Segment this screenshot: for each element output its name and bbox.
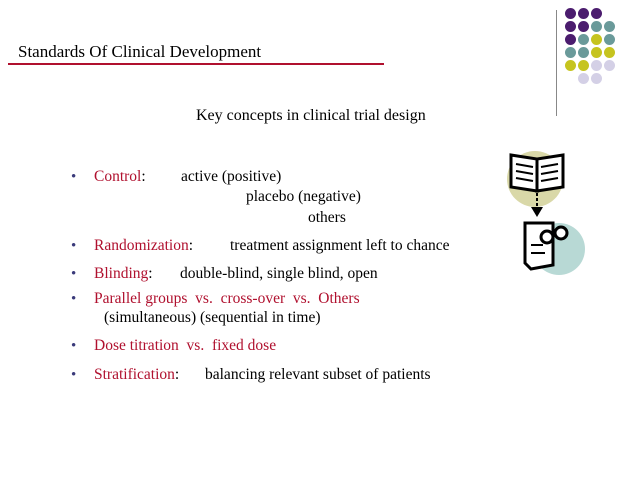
item-term: Control [94, 168, 142, 185]
decorative-dot [578, 73, 589, 84]
decorative-dot [591, 34, 602, 45]
bullet-icon: • [71, 266, 77, 282]
item-term: Stratification [94, 366, 175, 383]
divider-line [556, 10, 557, 116]
title-underline [8, 63, 384, 65]
list-item-dose-titration: Dose titration vs. fixed dose [94, 337, 277, 354]
decorative-dot [604, 60, 615, 71]
decorative-dot [578, 21, 589, 32]
list-item-stratification [94, 366, 179, 384]
book-to-document-icon [503, 145, 593, 285]
item-desc: double-blind, single blind, open [180, 265, 378, 282]
bullet-icon: • [71, 367, 77, 383]
list-item-randomization [94, 237, 193, 255]
slide-title: Standards Of Clinical Development [18, 42, 262, 61]
decorative-dot [604, 34, 615, 45]
control-placebo: placebo (negative) [246, 188, 361, 205]
decorative-dot [591, 8, 602, 19]
decorative-dot [565, 8, 576, 19]
item-term: Randomization [94, 237, 189, 254]
item-desc: treatment assignment left to chance [230, 237, 450, 254]
item-sep: : [141, 168, 146, 185]
decorative-dot [578, 34, 589, 45]
decorative-dot [578, 60, 589, 71]
decorative-dot [591, 60, 602, 71]
item-sep: : [148, 265, 153, 282]
decorative-dot [604, 21, 615, 32]
slide-subtitle: Key concepts in clinical trial design [196, 107, 426, 124]
decorative-dot [591, 21, 602, 32]
item-sep: : [188, 237, 194, 254]
decorative-dot [565, 60, 576, 71]
item-term: Blinding [94, 265, 149, 282]
decorative-dot [565, 21, 576, 32]
decorative-dot [591, 47, 602, 58]
decorative-dot [604, 47, 615, 58]
decorative-dot [578, 47, 589, 58]
list-item-control [94, 168, 146, 186]
bullet-icon: • [71, 338, 77, 354]
item-sep: : [174, 366, 180, 383]
decorative-dot [578, 8, 589, 19]
bullet-icon: • [71, 169, 77, 185]
list-item-blinding [94, 265, 153, 283]
decorative-dot [565, 34, 576, 45]
parallel-note: (simultaneous) (sequential in time) [104, 309, 321, 326]
bullet-icon: • [71, 238, 77, 254]
decorative-dot-grid [565, 8, 637, 108]
decorative-dot [591, 73, 602, 84]
item-desc: balancing relevant subset of patients [205, 366, 431, 383]
control-others: others [308, 209, 346, 226]
item-desc: active (positive) [181, 168, 282, 185]
bullet-icon: • [71, 291, 77, 307]
decorative-dot [565, 47, 576, 58]
list-item-parallel-groups: Parallel groups vs. cross-over vs. Others [94, 290, 360, 307]
